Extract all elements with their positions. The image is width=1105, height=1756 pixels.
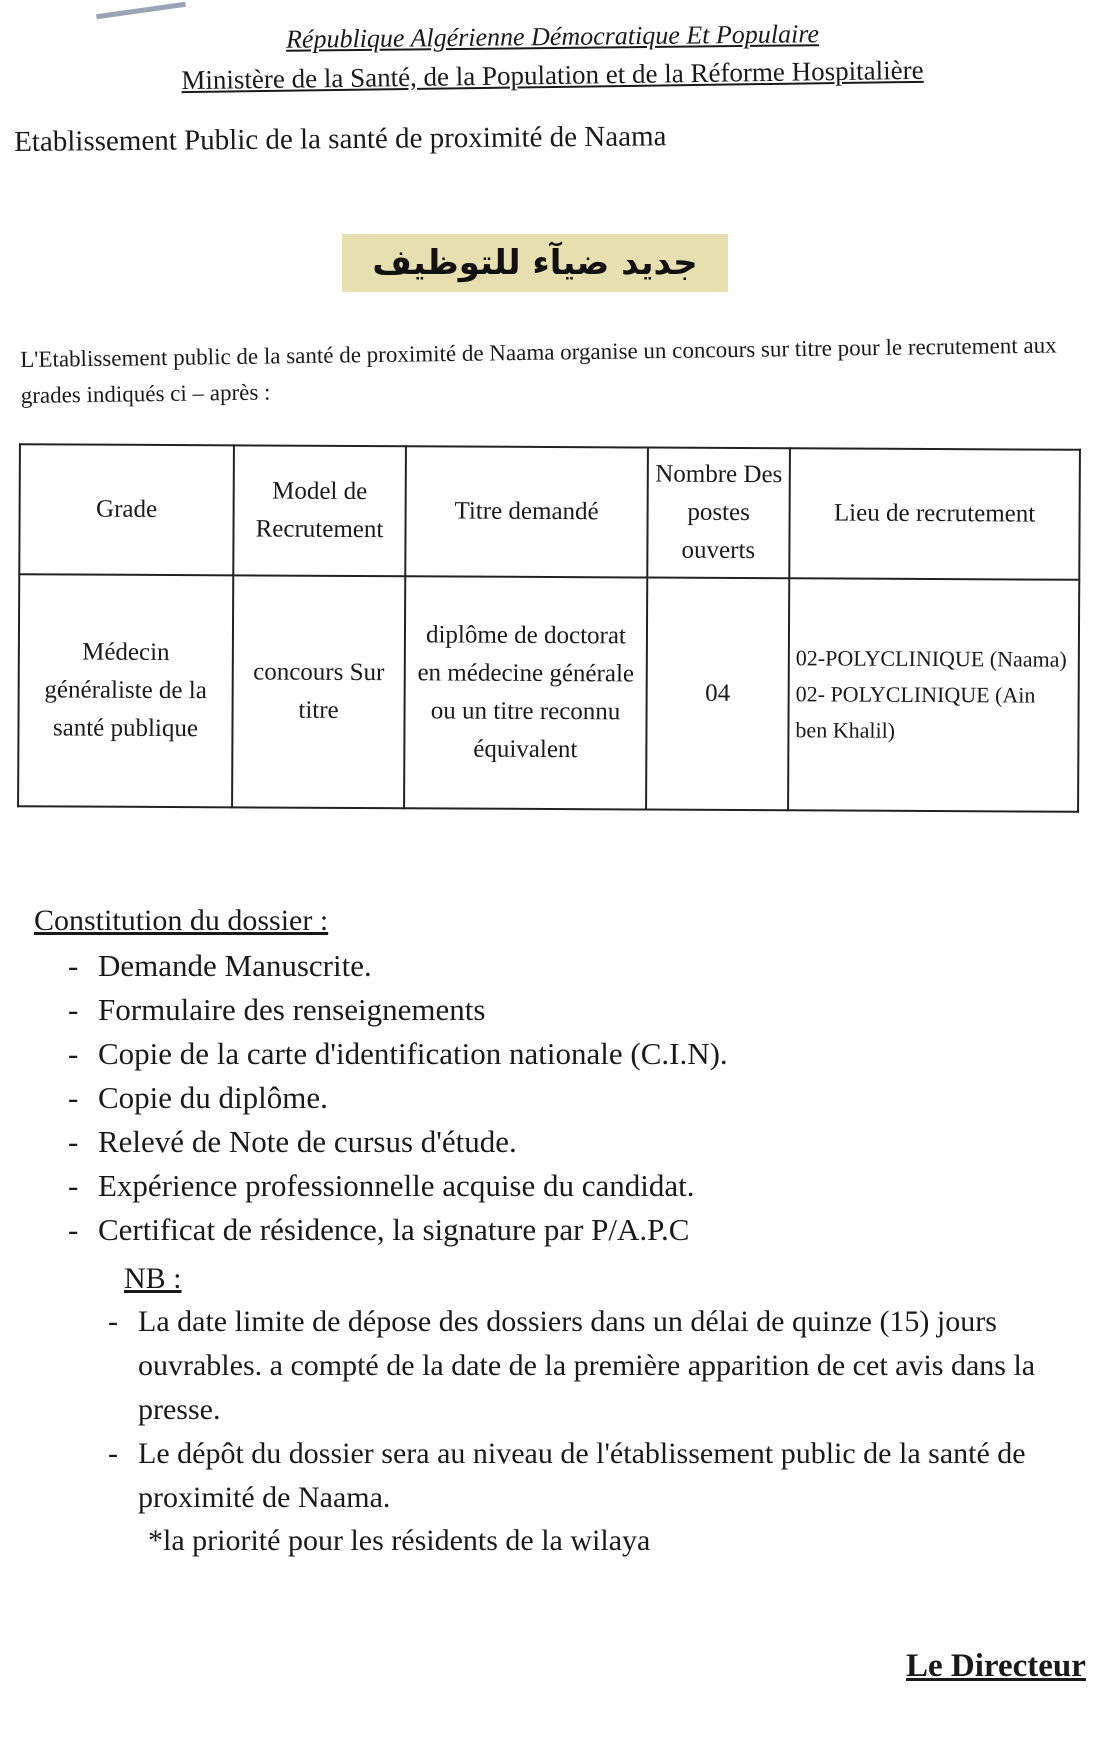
header-republic: République Algérienne Démocratique Et Populaire bbox=[285, 19, 820, 54]
list-item: - Copie de la carte d'identification nationale (C.I.N). bbox=[98, 1032, 1078, 1076]
nb-title: NB : bbox=[124, 1262, 182, 1295]
cell-grade: Médecin généraliste de la santé publique bbox=[18, 574, 233, 807]
director-signature: Le Directeur bbox=[906, 1648, 1086, 1684]
cell-titre: diplôme de doctorat en médecine générale ou un titre reconnu équivalent bbox=[404, 576, 647, 809]
list-item: - Certificat de résidence, la signature par P/A.P.C bbox=[98, 1208, 1078, 1252]
list-item: - Formulaire des renseignements bbox=[98, 988, 1078, 1032]
lieu-line-2: 02- POLYCLINIQUE (Ain ben Khalil) bbox=[795, 681, 1036, 743]
dossier-list bbox=[98, 944, 1078, 1252]
nb-list bbox=[138, 1300, 1078, 1520]
recruitment-table bbox=[17, 443, 1081, 813]
list-item: - Demande Manuscrite. bbox=[98, 944, 1078, 988]
header-nombre: Nombre Des postes ouverts bbox=[647, 448, 790, 579]
priority-note: *la priorité pour les résidents de la wilaya bbox=[148, 1524, 651, 1557]
pen-mark bbox=[96, 2, 186, 19]
header-grade: Grade bbox=[19, 444, 234, 575]
intro-paragraph: L'Etablissement public de la santé de proximité de Naama organise un concours sur titre pour le recrutement aux grades indiqués ci – après : bbox=[20, 332, 1057, 408]
list-item: - Le dépôt du dossier sera au niveau de l'établissement public de la santé de proximité de Naama. bbox=[138, 1432, 1078, 1520]
list-item: - Expérience professionnelle acquise du candidat. bbox=[98, 1164, 1078, 1208]
list-item: - Copie du diplôme. bbox=[98, 1076, 1078, 1120]
header-titre: Titre demandé bbox=[405, 446, 648, 577]
recruitment-banner: جديد ضيآء للتوظيف bbox=[342, 234, 728, 292]
cell-model: concours Sur titre bbox=[232, 575, 405, 808]
header-lieu: Lieu de recrutement bbox=[789, 448, 1080, 580]
header-ministry: Ministère de la Santé, de la Population et de la Réforme Hospitalière bbox=[181, 54, 924, 96]
list-item: - Relevé de Note de cursus d'étude. bbox=[98, 1120, 1078, 1164]
dossier-title: Constitution du dossier : bbox=[34, 904, 329, 937]
table-row bbox=[18, 574, 1079, 812]
list-item: - La date limite de dépose des dossiers dans un délai de quinze (15) jours ouvrables. a compté de la date de la première apparition de cet avis dans la presse. bbox=[138, 1300, 1078, 1432]
cell-nombre: 04 bbox=[646, 578, 789, 811]
lieu-line-1: 02-POLYCLINIQUE (Naama) bbox=[795, 645, 1067, 672]
header-model: Model de Recrutement bbox=[233, 445, 406, 576]
cell-lieu bbox=[788, 578, 1079, 812]
table-header-row bbox=[19, 444, 1080, 580]
establishment-name: Etablissement Public de la santé de proximité de Naama bbox=[14, 120, 667, 158]
